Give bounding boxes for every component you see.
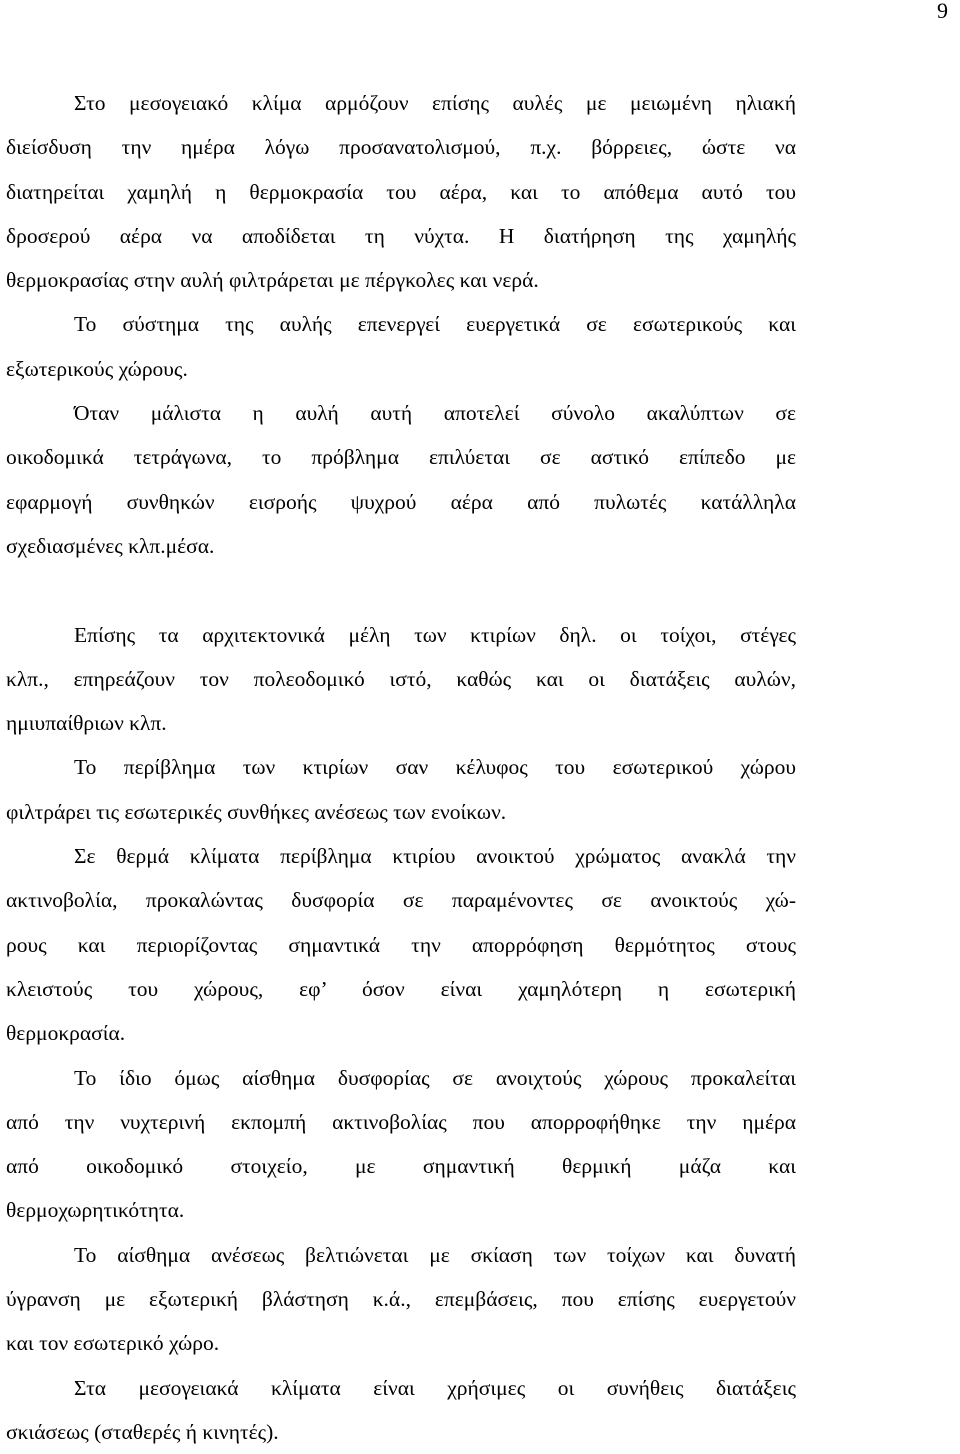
text-line: Επίσης τα αρχιτεκτονικά μέλη των κτιρίων δηλ. οι τοίχοι, στέγες: [74, 622, 796, 647]
text-line: και τον εσωτερικό χώρο.: [6, 1331, 220, 1356]
text-line: Το αίσθημα ανέσεως βελτιώνεται με σκίαση των τοίχων και δυνατή: [74, 1242, 796, 1267]
paragraph-3: [6, 391, 796, 568]
text-line: φιλτράρει τις εσωτερικές συνθήκες ανέσεως των ενοίκων.: [6, 799, 507, 824]
page-number: 9: [937, 0, 948, 23]
text-line: δροσερού αέρα να αποδίδεται τη νύχτα. Η διατήρηση της χαμηλής: [6, 223, 796, 248]
text-line: κλειστούς του χώρους, εφ’ όσον είναι χαμηλότερη η εσωτερική: [6, 976, 796, 1001]
text-line: Στο μεσογειακό κλίμα αρμόζουν επίσης αυλές με μειωμένη ηλιακή: [74, 91, 796, 115]
text-line: από οικοδομικό στοιχείο, με σημαντική θερμική μάζα και: [6, 1154, 796, 1179]
text-line: Σε θερμά κλίματα περίβλημα κτιρίου ανοικτού χρώματος ανακλά την: [74, 844, 796, 869]
text-line: ακτινοβολία, προκαλώντας δυσφορία σε παραμένοντες σε ανοικτούς χώ-: [6, 888, 796, 913]
text-line: ρους και περιορίζοντας σημαντικά την απορρόφηση θερμότητος στους: [6, 932, 796, 957]
paragraph-spacer: [6, 568, 796, 612]
text-line: διείσδυση την ημέρα λόγω προσανατολισμού, π.χ. βόρρειες, ώστε να: [6, 135, 796, 160]
document-body: [6, 81, 796, 1454]
text-line: Το σύστημα της αυλής επενεργεί ευεργετικά σε εσωτερικούς και: [74, 312, 796, 337]
text-line: ημιυπαίθριων κλπ.: [6, 711, 167, 736]
text-line: θερμοκρασίας στην αυλή φιλτράρεται με πέργκολες και νερά.: [6, 268, 539, 293]
text-line: Στα μεσογειακά κλίματα είναι χρήσιμες οι συνήθεις διατάξεις: [74, 1375, 796, 1400]
text-line: ύγρανση με εξωτερική βλάστηση κ.ά., επεμβάσεις, που επίσης ευεργετούν: [6, 1287, 796, 1312]
text-line: θερμοχωρητικότητα.: [6, 1198, 185, 1223]
paragraph-1: [6, 81, 796, 302]
paragraph-9: [6, 1366, 796, 1454]
text-line: Το περίβλημα των κτιρίων σαν κέλυφος του εσωτερικού χώρου: [74, 755, 796, 780]
paragraph-2: [6, 302, 796, 391]
text-line: εξωτερικούς χώρους.: [6, 356, 188, 381]
paragraph-6: [6, 834, 796, 1055]
text-line: Όταν μάλιστα η αυλή αυτή αποτελεί σύνολο ακαλύπτων σε: [74, 401, 796, 426]
paragraph-8: [6, 1233, 796, 1366]
text-line: από την νυχτερινή εκπομπή ακτινοβολίας που απορροφήθηκε την ημέρα: [6, 1109, 796, 1134]
text-line: οικοδομικά τετράγωνα, το πρόβλημα επιλύεται σε αστικό επίπεδο με: [6, 445, 796, 470]
text-line: σχεδιασμένες κλπ.μέσα.: [6, 533, 215, 558]
paragraph-7: [6, 1056, 796, 1233]
paragraph-4: [6, 613, 796, 746]
text-line: εφαρμογή συνθηκών εισροής ψυχρού αέρα από πυλωτές κατάλληλα: [6, 489, 796, 514]
text-line: κλπ., επηρεάζουν τον πολεοδομικό ιστό, καθώς και οι διατάξεις αυλών,: [6, 666, 796, 691]
paragraph-5: [6, 745, 796, 834]
text-line: διατηρείται χαμηλή η θερμοκρασία του αέρα, και το απόθεμα αυτό του: [6, 179, 796, 204]
text-line: Το ίδιο όμως αίσθημα δυσφορίας σε ανοιχτούς χώρους προκαλείται: [74, 1065, 796, 1090]
text-line: θερμοκρασία.: [6, 1021, 126, 1046]
text-line: σκιάσεως (σταθερές ή κινητές).: [6, 1419, 279, 1444]
